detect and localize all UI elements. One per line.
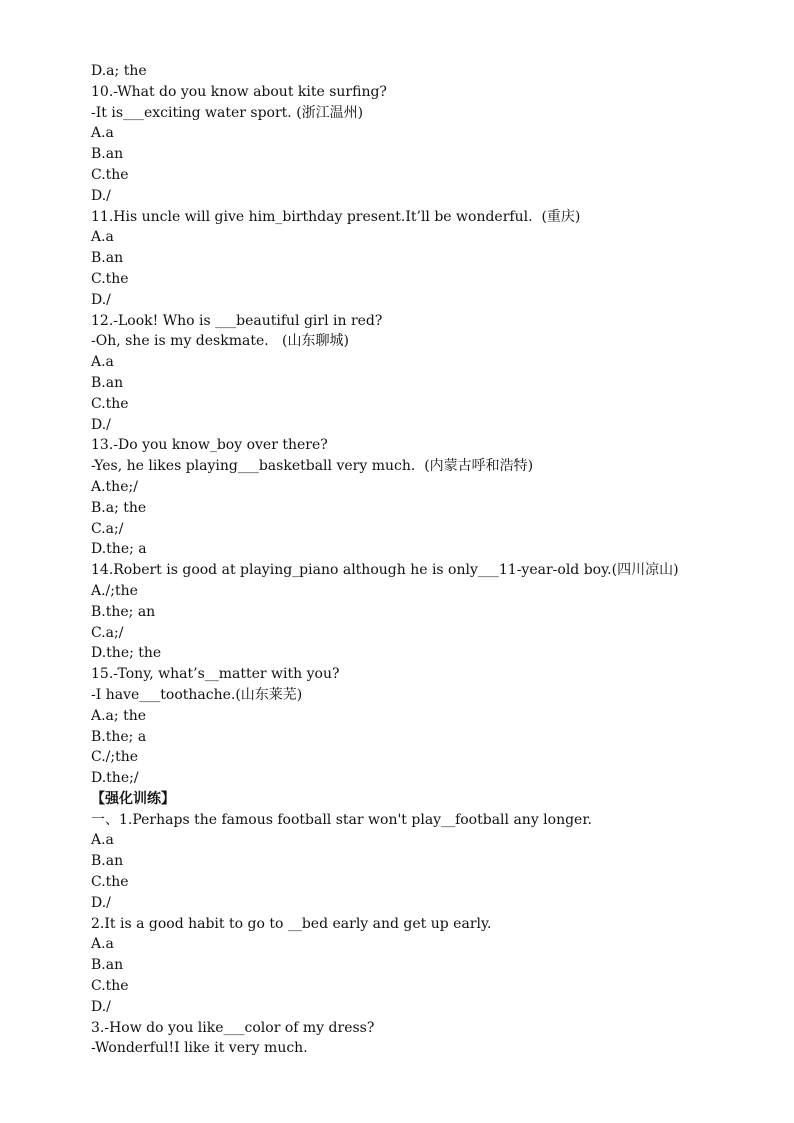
question-13-option-b: B.a; the	[91, 499, 147, 516]
question-14-option-b: B.the; an	[91, 603, 156, 620]
exercise-1-option-c: C.the	[91, 874, 129, 891]
question-10-stem: 10.-What do you know about kite surfing?	[91, 83, 387, 100]
question-14-option-c: C.a;/	[91, 624, 124, 641]
exercise-3-stem: 3.-How do you like___color of my dress?	[91, 1019, 375, 1036]
question-13-answer-prompt: -Yes, he likes playing___basketball very much. (内蒙古呼和浩特)	[91, 458, 534, 475]
question-10-option-c: C.the	[91, 166, 129, 183]
question-12-answer-prompt: -Oh, she is my deskmate. (山东聊城)	[91, 333, 349, 350]
question-11-stem: 11.His uncle will give him_birthday present.It’ll be wonderful. (重庆)	[91, 208, 581, 225]
exercise-1-stem: 一、1.Perhaps the famous football star won't play__football any longer.	[91, 811, 592, 828]
exercise-1-option-b: B.an	[91, 853, 124, 870]
question-12-stem: 12.-Look! Who is ___beautiful girl in red?	[91, 312, 383, 329]
exercise-3-answer-prompt: -Wonderful!I like it very much.	[91, 1040, 308, 1057]
section-heading: 【强化训练】	[91, 790, 175, 807]
question-12-option-a: A.a	[91, 354, 114, 371]
question-10-answer-prompt: -It is___exciting water sport. (浙江温州)	[91, 104, 364, 121]
question-14-stem: 14.Robert is good at playing_piano although he is only___11-year-old boy.(四川凉山)	[91, 562, 679, 579]
question-15-option-b: B.the; a	[91, 728, 147, 745]
question-10-option-d: D./	[91, 187, 111, 204]
question-15-option-a: A.a; the	[91, 707, 147, 724]
question-14-option-a: A./;the	[91, 582, 138, 599]
exercise-2-stem: 2.It is a good habit to go to __bed early and get up early.	[91, 915, 492, 932]
question-12-option-c: C.the	[91, 395, 129, 412]
question-13-stem: 13.-Do you know_boy over there?	[91, 437, 328, 454]
question-14-option-d: D.the; the	[91, 645, 162, 662]
question-10-option-b: B.an	[91, 146, 124, 163]
question-15-stem: 15.-Tony, what’s__matter with you?	[91, 666, 340, 683]
question-11-option-b: B.an	[91, 250, 124, 267]
question-11-option-d: D./	[91, 291, 111, 308]
question-15-option-c: C./;the	[91, 749, 139, 766]
option-d-previous: D.a; the	[91, 63, 147, 79]
exercise-2-option-a: A.a	[91, 936, 114, 953]
question-15-option-d: D.the;/	[91, 770, 139, 787]
exercise-2-option-c: C.the	[91, 978, 129, 995]
exercise-1-option-d: D./	[91, 894, 111, 911]
exercise-2-option-b: B.an	[91, 957, 124, 974]
question-15-answer-prompt: -I have___toothache.(山东莱芜)	[91, 686, 303, 703]
question-12-option-b: B.an	[91, 374, 124, 391]
question-12-option-d: D./	[91, 416, 111, 433]
question-11-option-a: A.a	[91, 229, 114, 246]
question-11-option-c: C.the	[91, 270, 129, 287]
exercise-2-option-d: D./	[91, 998, 111, 1015]
question-13-option-a: A.the;/	[91, 478, 138, 495]
question-13-option-c: C.a;/	[91, 520, 124, 537]
question-10-option-a: A.a	[91, 125, 114, 142]
exercise-1-option-a: A.a	[91, 832, 114, 849]
question-13-option-d: D.the; a	[91, 541, 147, 558]
